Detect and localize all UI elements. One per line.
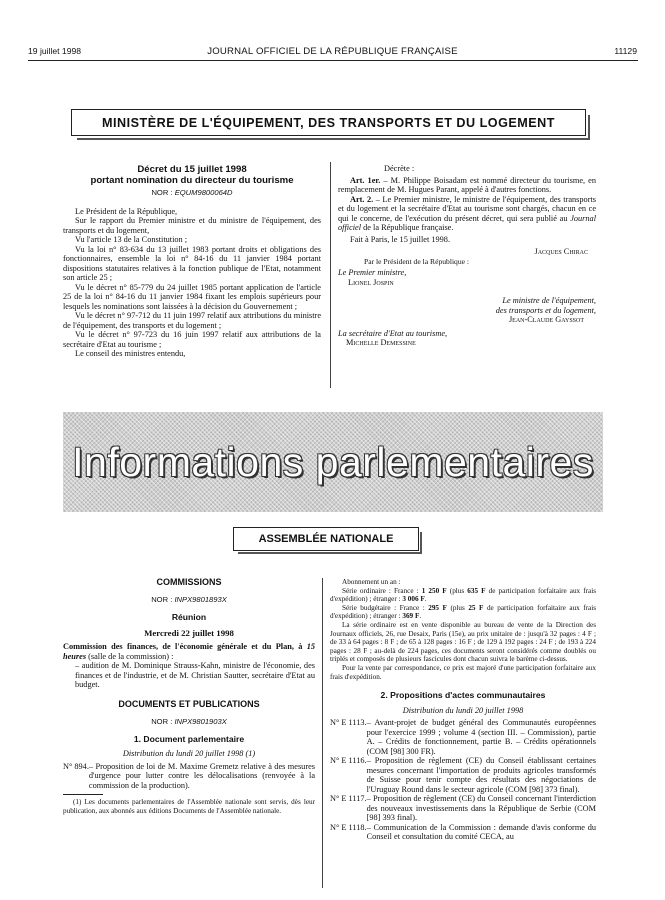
community-distribution: Distribution du lundi 20 juillet 1998 [402, 705, 524, 715]
ministry-heading: MINISTÈRE DE L'ÉQUIPEMENT, DES TRANSPORTS ET DU LOGEMENT [71, 109, 586, 136]
budget-b: (plus [446, 603, 469, 612]
preamble-clause: Vu la loi n° 83-634 du 13 juillet 1983 portant droits et obligations des fonctionnaires, ensemble la loi n° 84-16 du 11 janvier 1984 portant dispositions statutaires relatives à la fonction publique de l'Etat, notamment son article 25 ; [63, 244, 321, 282]
documents-nor [63, 717, 315, 727]
subscription-intro: Abonnement un an : [342, 578, 401, 586]
column-separator [330, 162, 331, 388]
budget-a: Série budgétaire : France : [342, 603, 429, 612]
article-1 [338, 176, 596, 195]
decree-right-column [338, 164, 596, 348]
publications-column [330, 578, 596, 842]
article-2-end: de la République française. [361, 223, 454, 232]
pm-signature: Lionel Jospin [348, 277, 394, 287]
decree-nor [63, 188, 321, 198]
secretary-title: La secrétaire d'Etat au tourisme, [338, 328, 448, 338]
article-2 [338, 195, 596, 233]
minister-signature: Jean-Claude Gayssot [508, 315, 584, 324]
preamble-clause: Vu le décret n° 85-779 du 24 juillet 1985 portant application de l'article 25 de la loi n° 84-16 du 11 janvier 1984 fixant les emplois supérieurs pour lesquels les nominations sont laissées à la décision du Gouvernement ; [63, 282, 321, 311]
budget-c: de participation forfaitaire aux frais d'expédition) ; étranger : [330, 603, 596, 621]
commissions-nor [63, 595, 315, 605]
article-1-text: – M. Philippe Boisadam est nommé directeur du tourisme, en remplacement de M. Hugues Parant, appelé à d'autres fonctions. [338, 175, 596, 194]
footnote-rule [63, 794, 103, 795]
commission-room: (salle de la commission) : [86, 651, 174, 661]
reunion-date: Mercredi 22 juillet 1998 [144, 627, 234, 638]
documents-heading: DOCUMENTS ET PUBLICATIONS [118, 698, 260, 709]
subscription-ordinary: Série ordinaire : France : 1 250 F (plus 635 F de participation forfaitaire aux frais d'expédition) ; étranger : 3 006 F. [330, 586, 597, 604]
budget-price: 295 F [428, 603, 447, 612]
nor-label: NOR : [151, 188, 173, 197]
decree-left-column [63, 164, 321, 359]
commissions-column [63, 578, 315, 815]
ordinary-foreign: 3 006 F [402, 595, 425, 604]
document-distribution: Distribution du lundi 20 juillet 1998 (1) [122, 749, 256, 758]
nor-code: EQUM9800064D [174, 188, 233, 197]
banner-title: Informations parlementaires [72, 438, 594, 485]
president-signature: Jacques Chirac [534, 247, 588, 256]
page-number: 11129 [614, 46, 637, 56]
document-item-text: – Proposition de loi de M. Maxime Gremetz relative à des mesures d'urgence pour lutter contre les délocalisations (renvoyée à la commission de la production). [88, 761, 315, 790]
secretary-signature: Michelle Demessine [346, 338, 416, 347]
article-2-journal: Journal officiel [338, 213, 596, 232]
ordinary-fee: 635 F [467, 586, 486, 595]
community-section-heading: 2. Propositions d'actes communautaires [380, 690, 546, 701]
header-rule [28, 60, 638, 61]
community-item-number: N° E 1117. [330, 794, 367, 804]
done-at: Fait à Paris, le 15 juillet 1998. [350, 234, 451, 244]
subscription-mail: Pour la vente par correspondance, ce prix est majoré d'une participation forfaitaire aux frais d'expédition. [330, 663, 596, 681]
community-item [330, 823, 596, 842]
document-item [63, 762, 315, 791]
ordinary-price: 1 250 F [421, 586, 447, 595]
journal-title: JOURNAL OFFICIEL DE LA RÉPUBLIQUE FRANÇAISE [207, 46, 458, 57]
assembly-heading: ASSEMBLÉE NATIONALE [233, 527, 419, 551]
preamble-clause: Vu le décret n° 97-712 du 11 juin 1997 relatif aux attributions du ministre de l'équipement, des transports et du logement ; [63, 311, 321, 330]
community-item [330, 718, 596, 756]
minister-title-1: Le ministre de l'équipement, [502, 296, 596, 305]
article-2-text: – Le Premier ministre, le ministre de l'équipement, des transports et du logement et la secrétaire d'Etat au tourisme sont chargés, chacun en ce qui le concerne, de l'exécution du présent décret, qui sera publié au [338, 194, 596, 223]
budget-foreign: 369 F [402, 612, 420, 621]
pm-title: Le Premier ministre, [338, 268, 407, 277]
minister-title-2: des transports et du logement, [495, 305, 596, 315]
subscription-sale: La série ordinaire est en vente disponible au bureau de vente de la Direction des Journaux officiels, 26, rue Desaix, Paris (15e), au prix unitaire de : jusqu'à 32 pages : 4 F ; de 33 à 64 pages : 8 F ; de 65 à 128 pages : 16 F ; de 129 à 192 pages : 24 F ; de 193 à 224 pages : 28 F ; au-delà de 224 pages, ces documents seront considérés comme doublés ou triplés et composés de plusieurs fascicules dont chacun suivra le barème ci-dessus. [330, 620, 596, 664]
community-item-text: – Proposition de règlement (CE) du Conseil établissant certaines mesures concernant l'importation de produits agricoles transformés de Suisse pour tenir compte des résultats des négociations de l'Uruguay Round dans le secteur agricole (COM [98] 373 final). [366, 756, 596, 794]
community-item [330, 794, 596, 823]
community-items [330, 718, 596, 842]
community-item [330, 756, 596, 794]
footnote: (1) Les documents parlementaires de l'Assemblée nationale sont servis, dès leur publication, aux abonnés aux éditions Documents de l'Assemblée nationale. [63, 798, 315, 815]
article-1-label: Art. 1er. [350, 175, 381, 185]
subscription-budget: Série budgétaire : France : 295 F (plus 25 F de participation forfaitaire aux frais d'expédition) ; étranger : 369 F. [330, 603, 596, 621]
decree-title: Décret du 15 juillet 1998 [137, 164, 247, 175]
lower-column-separator [322, 578, 323, 888]
commission-hearing: – audition de M. Dominique Strauss-Kahn, ministre de l'économie, des finances et de l'industrie, et de M. Christian Sautter, secrétaire d'Etat au budget. [75, 661, 315, 689]
community-item-number: N° E 1113. [330, 718, 367, 728]
commission-time: 15 heures [63, 642, 315, 661]
nor-code: INPX9801903X [174, 717, 227, 726]
nor-label: NOR : [151, 594, 173, 604]
ordinary-b: (plus [446, 586, 468, 595]
commission-title [63, 642, 315, 661]
nor-code: INPX9801893X [174, 594, 227, 604]
document-item-number: N° 894. [63, 761, 89, 771]
by-president: Par le Président de la République : [364, 256, 470, 266]
community-item-text: – Proposition de règlement (CE) du Conseil concernant l'interdiction des nouveaux investissements dans la République de Serbie (COM [98] 393 final). [366, 794, 596, 823]
ordinary-a: Série ordinaire : France : [342, 586, 422, 595]
reunion-heading: Réunion [171, 612, 207, 622]
community-item-number: N° E 1116. [330, 756, 367, 766]
preamble-opening: Le Président de la République, [75, 206, 178, 216]
community-item-number: N° E 1118. [330, 822, 367, 832]
commissions-heading: COMMISSIONS [156, 577, 222, 587]
informations-banner [63, 412, 603, 512]
preamble-clause: Vu le décret n° 97-723 du 16 juin 1997 relatif aux attributions de la secrétaire d'Etat au tourisme ; [63, 330, 321, 349]
preamble-clause: Vu l'article 13 de la Constitution ; [75, 235, 188, 244]
budget-fee: 25 F [468, 603, 484, 612]
decree-preamble [63, 207, 321, 359]
community-item-text: – Communication de la Commission : demande d'avis conforme du Conseil et consultation du comité CECA, au [366, 822, 596, 842]
community-item-text: – Avant-projet de budget général des Communautés européennes pour l'exercice 1999 ; volume 4 (section III. – Commission), partie A. – Crédits de fonctionnement, partie B. – Crédits opérationnels (COM [98] 300 FR). [366, 718, 596, 756]
ordinary-c: de participation forfaitaire aux frais d'expédition) ; étranger : [330, 586, 597, 604]
preamble-clause: Sur le rapport du Premier ministre et du ministre de l'équipement, des transports et du logement, [63, 216, 321, 235]
decrete-label: Décrète : [384, 164, 415, 173]
header-date: 19 juillet 1998 [28, 46, 82, 56]
decree-subtitle: portant nomination du directeur du tourisme [90, 175, 294, 186]
subscription-block [330, 578, 596, 681]
commission-name: Commission des finances, de l'économie générale et du Plan, à [63, 642, 307, 651]
nor-label: NOR : [151, 717, 173, 726]
preamble-clause: Le conseil des ministres entendu, [75, 349, 186, 358]
article-2-label: Art. 2. [350, 194, 374, 204]
document-section-heading: 1. Document parlementaire [133, 733, 245, 744]
